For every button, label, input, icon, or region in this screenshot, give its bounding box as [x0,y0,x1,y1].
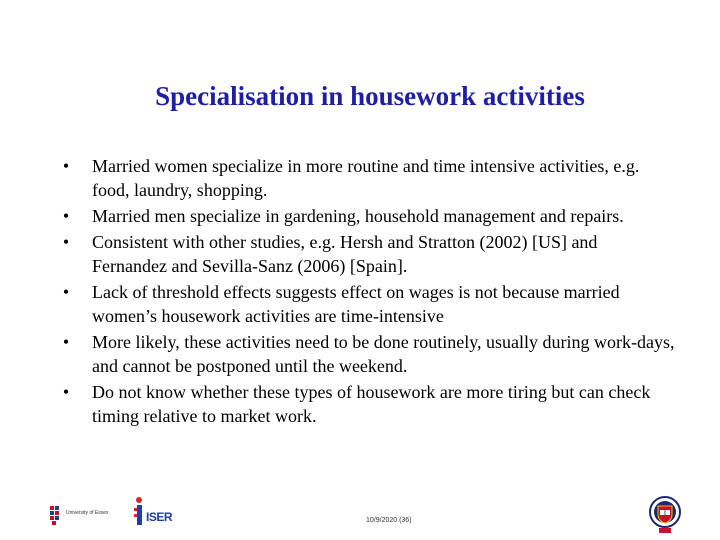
essex-mark-icon [50,504,64,526]
bullet-text: Lack of threshold effects suggests effect on wages is not because married women’s housework activities are time-intensive [92,282,620,326]
bullet-list [56,154,676,430]
iser-logo [132,496,173,533]
bullet-marker: • [62,206,70,226]
bullet-text: Married men specialize in gardening, household management and repairs. [92,206,624,226]
bullet-text: Married women specialize in more routine and time intensive activities, e.g. food, laundry, shopping. [92,156,640,200]
date-page-number: 10/9/2020 (36) [366,517,412,524]
university-of-essex-logo [50,504,109,531]
university-crest-icon [649,496,681,539]
bullet-item [56,380,676,428]
bullet-text: Do not know whether these types of housework are more tiring but can check timing relative to market work. [92,382,651,426]
slide-title: Specialisation in housework activities [155,81,585,111]
bullet-marker: • [62,282,70,302]
bullet-text: Consistent with other studies, e.g. Hersh and Stratton (2002) [US] and Fernandez and Sevilla-Sanz (2006) [Spain]. [92,232,598,276]
bullet-marker: • [62,332,70,352]
bullet-item [56,330,676,378]
bullet-item [56,154,676,202]
university-name: University of Essex [66,510,109,516]
bullet-item [56,230,676,278]
bullet-item [56,280,676,328]
bullet-marker: • [62,232,70,252]
iser-label: ISER [146,510,173,524]
bullet-text: More likely, these activities need to be done routinely, usually during work-days, and cannot be postponed until the weekend. [92,332,675,376]
bullet-item [56,204,676,228]
bullet-marker: • [62,382,70,402]
bullet-marker: • [62,156,70,176]
